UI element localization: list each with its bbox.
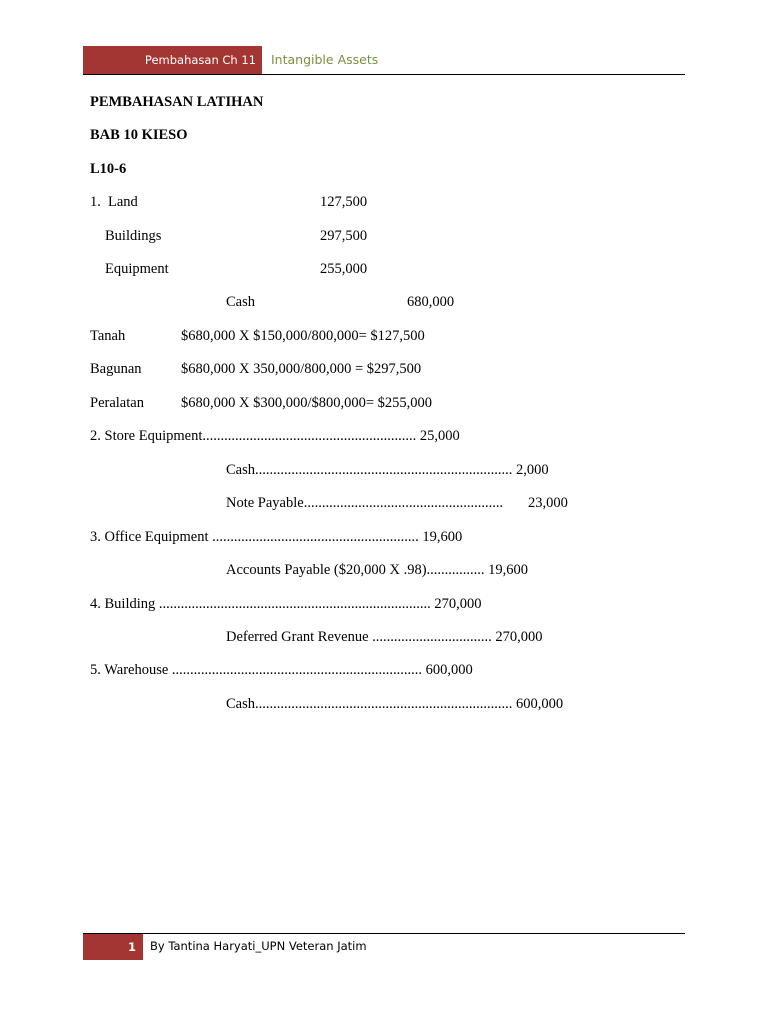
entry1-cash-label: Cash [226, 294, 255, 310]
entry4-debit: 4. Building ........................................................................... 270,000 [90, 596, 482, 612]
entry1-cash-amount: 680,000 [407, 294, 455, 310]
entry5-debit: 5. Warehouse ..................................................................... 600,000 [90, 662, 473, 678]
entry5-credit: Cash....................................................................... 600,000 [226, 696, 564, 712]
entry1-land-amount: 127,500 [320, 194, 368, 210]
entry3-credit: Accounts Payable ($20,000 X .98)................ 19,600 [226, 562, 529, 578]
header-chapter-box [83, 46, 262, 74]
heading-exercise: L10-6 [90, 161, 127, 177]
header-rule [83, 74, 685, 75]
entry2-credit-note-amount: 23,000 [528, 495, 568, 511]
footer-author: By Tantina Haryati_UPN Veteran Jatim [150, 939, 367, 953]
alloc-peralatan-calc: $680,000 X $300,000/$800,000= $255,000 [181, 395, 433, 411]
alloc-bagunan-calc: $680,000 X 350,000/800,000 = $297,500 [181, 361, 422, 377]
entry1-land-label: Land [108, 194, 138, 210]
header-title: Intangible Assets [271, 52, 379, 67]
heading-bab: BAB 10 KIESO [90, 127, 188, 143]
heading-pembahasan: PEMBAHASAN LATIHAN [90, 94, 264, 110]
footer-page-box [83, 934, 143, 960]
entry1-equipment-amount: 255,000 [320, 261, 368, 277]
entry1-number: 1. [90, 194, 101, 210]
entry2-credit-note-label: Note Payable....................................................... [226, 495, 504, 511]
entry2-credit-cash: Cash....................................................................... 2,000 [226, 462, 549, 478]
footer-rule [83, 933, 685, 934]
entry1-buildings-label: Buildings [105, 228, 162, 244]
page-number: 1 [127, 940, 136, 954]
entry4-credit: Deferred Grant Revenue ................................. 270,000 [226, 629, 543, 645]
entry1-buildings-amount: 297,500 [320, 228, 368, 244]
entry2-debit: 2. Store Equipment........................................................... 25,000 [90, 428, 460, 444]
entry1-equipment-label: Equipment [105, 261, 169, 277]
entry3-debit: 3. Office Equipment ......................................................... 19,600 [90, 529, 463, 545]
alloc-tanah-label: Tanah [90, 328, 126, 344]
header-chapter-label: Pembahasan Ch 11 [144, 53, 256, 67]
alloc-peralatan-label: Peralatan [90, 395, 144, 411]
alloc-tanah-calc: $680,000 X $150,000/800,000= $127,500 [181, 328, 425, 344]
alloc-bagunan-label: Bagunan [90, 361, 142, 377]
